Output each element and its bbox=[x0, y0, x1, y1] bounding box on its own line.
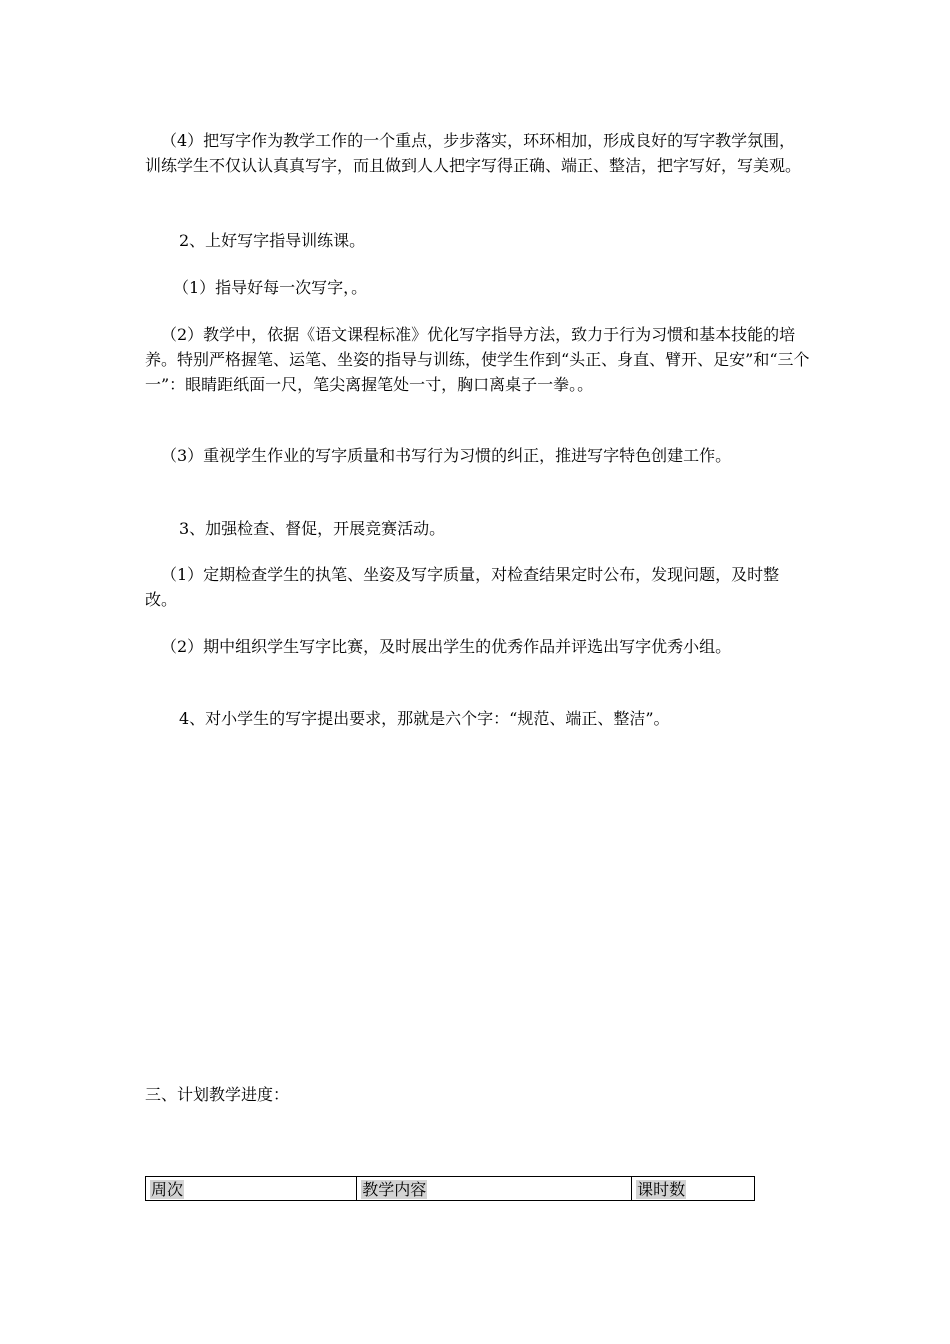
schedule-table bbox=[145, 1176, 755, 1201]
header-label: 教学内容 bbox=[362, 1180, 427, 1199]
paragraph-item-3: （3）重视学生作业的写字质量和书写行为习惯的纠正，推进写字特色创建工作。 bbox=[161, 446, 732, 465]
paragraph-item-2: （2）教学中，依据《语文课程标准》优化写字指导方法，致力于行为习惯和基本技能的培养。特别严格握笔、运笔、坐姿的指导与训练，使学生作到“头正、身直、臂开、足安”和“三个一”：眼睛距纸面一尺，笔尖离握笔处一寸，胸口离桌子一拳。。 bbox=[145, 325, 810, 394]
header-label: 周次 bbox=[151, 1180, 184, 1199]
paragraph-item-4: （4）把写字作为教学工作的一个重点，步步落实，环环相加，形成良好的写字教学氛围，训练学生不仅认认真真写字，而且做到人人把字写得正确、端正、整洁，把字写好，写美观。 bbox=[145, 131, 802, 175]
header-label: 课时数 bbox=[637, 1180, 686, 1199]
subheading-2: 2、上好写字指导训练课。 bbox=[179, 231, 366, 250]
header-cell-week bbox=[146, 1177, 357, 1201]
subheading-4: 4、对小学生的写字提出要求，那就是六个字：“规范、端正、整洁”。 bbox=[179, 709, 670, 728]
header-cell-content bbox=[357, 1177, 632, 1201]
section-heading: 三、计划教学进度： bbox=[145, 1085, 290, 1104]
subheading-3: 3、加强检查、督促，开展竞赛活动。 bbox=[179, 519, 446, 538]
paragraph-check-1: （1）定期检查学生的执笔、坐姿及写字质量，对检查结果定时公布，发现问题，及时整改。 bbox=[145, 565, 780, 609]
paragraph-item-1: （1）指导好每一次写字，。 bbox=[173, 278, 368, 297]
table-header-row bbox=[146, 1177, 755, 1201]
header-cell-hours bbox=[632, 1177, 755, 1201]
paragraph-check-2: （2）期中组织学生写字比赛，及时展出学生的优秀作品并评选出写字优秀小组。 bbox=[161, 637, 732, 656]
